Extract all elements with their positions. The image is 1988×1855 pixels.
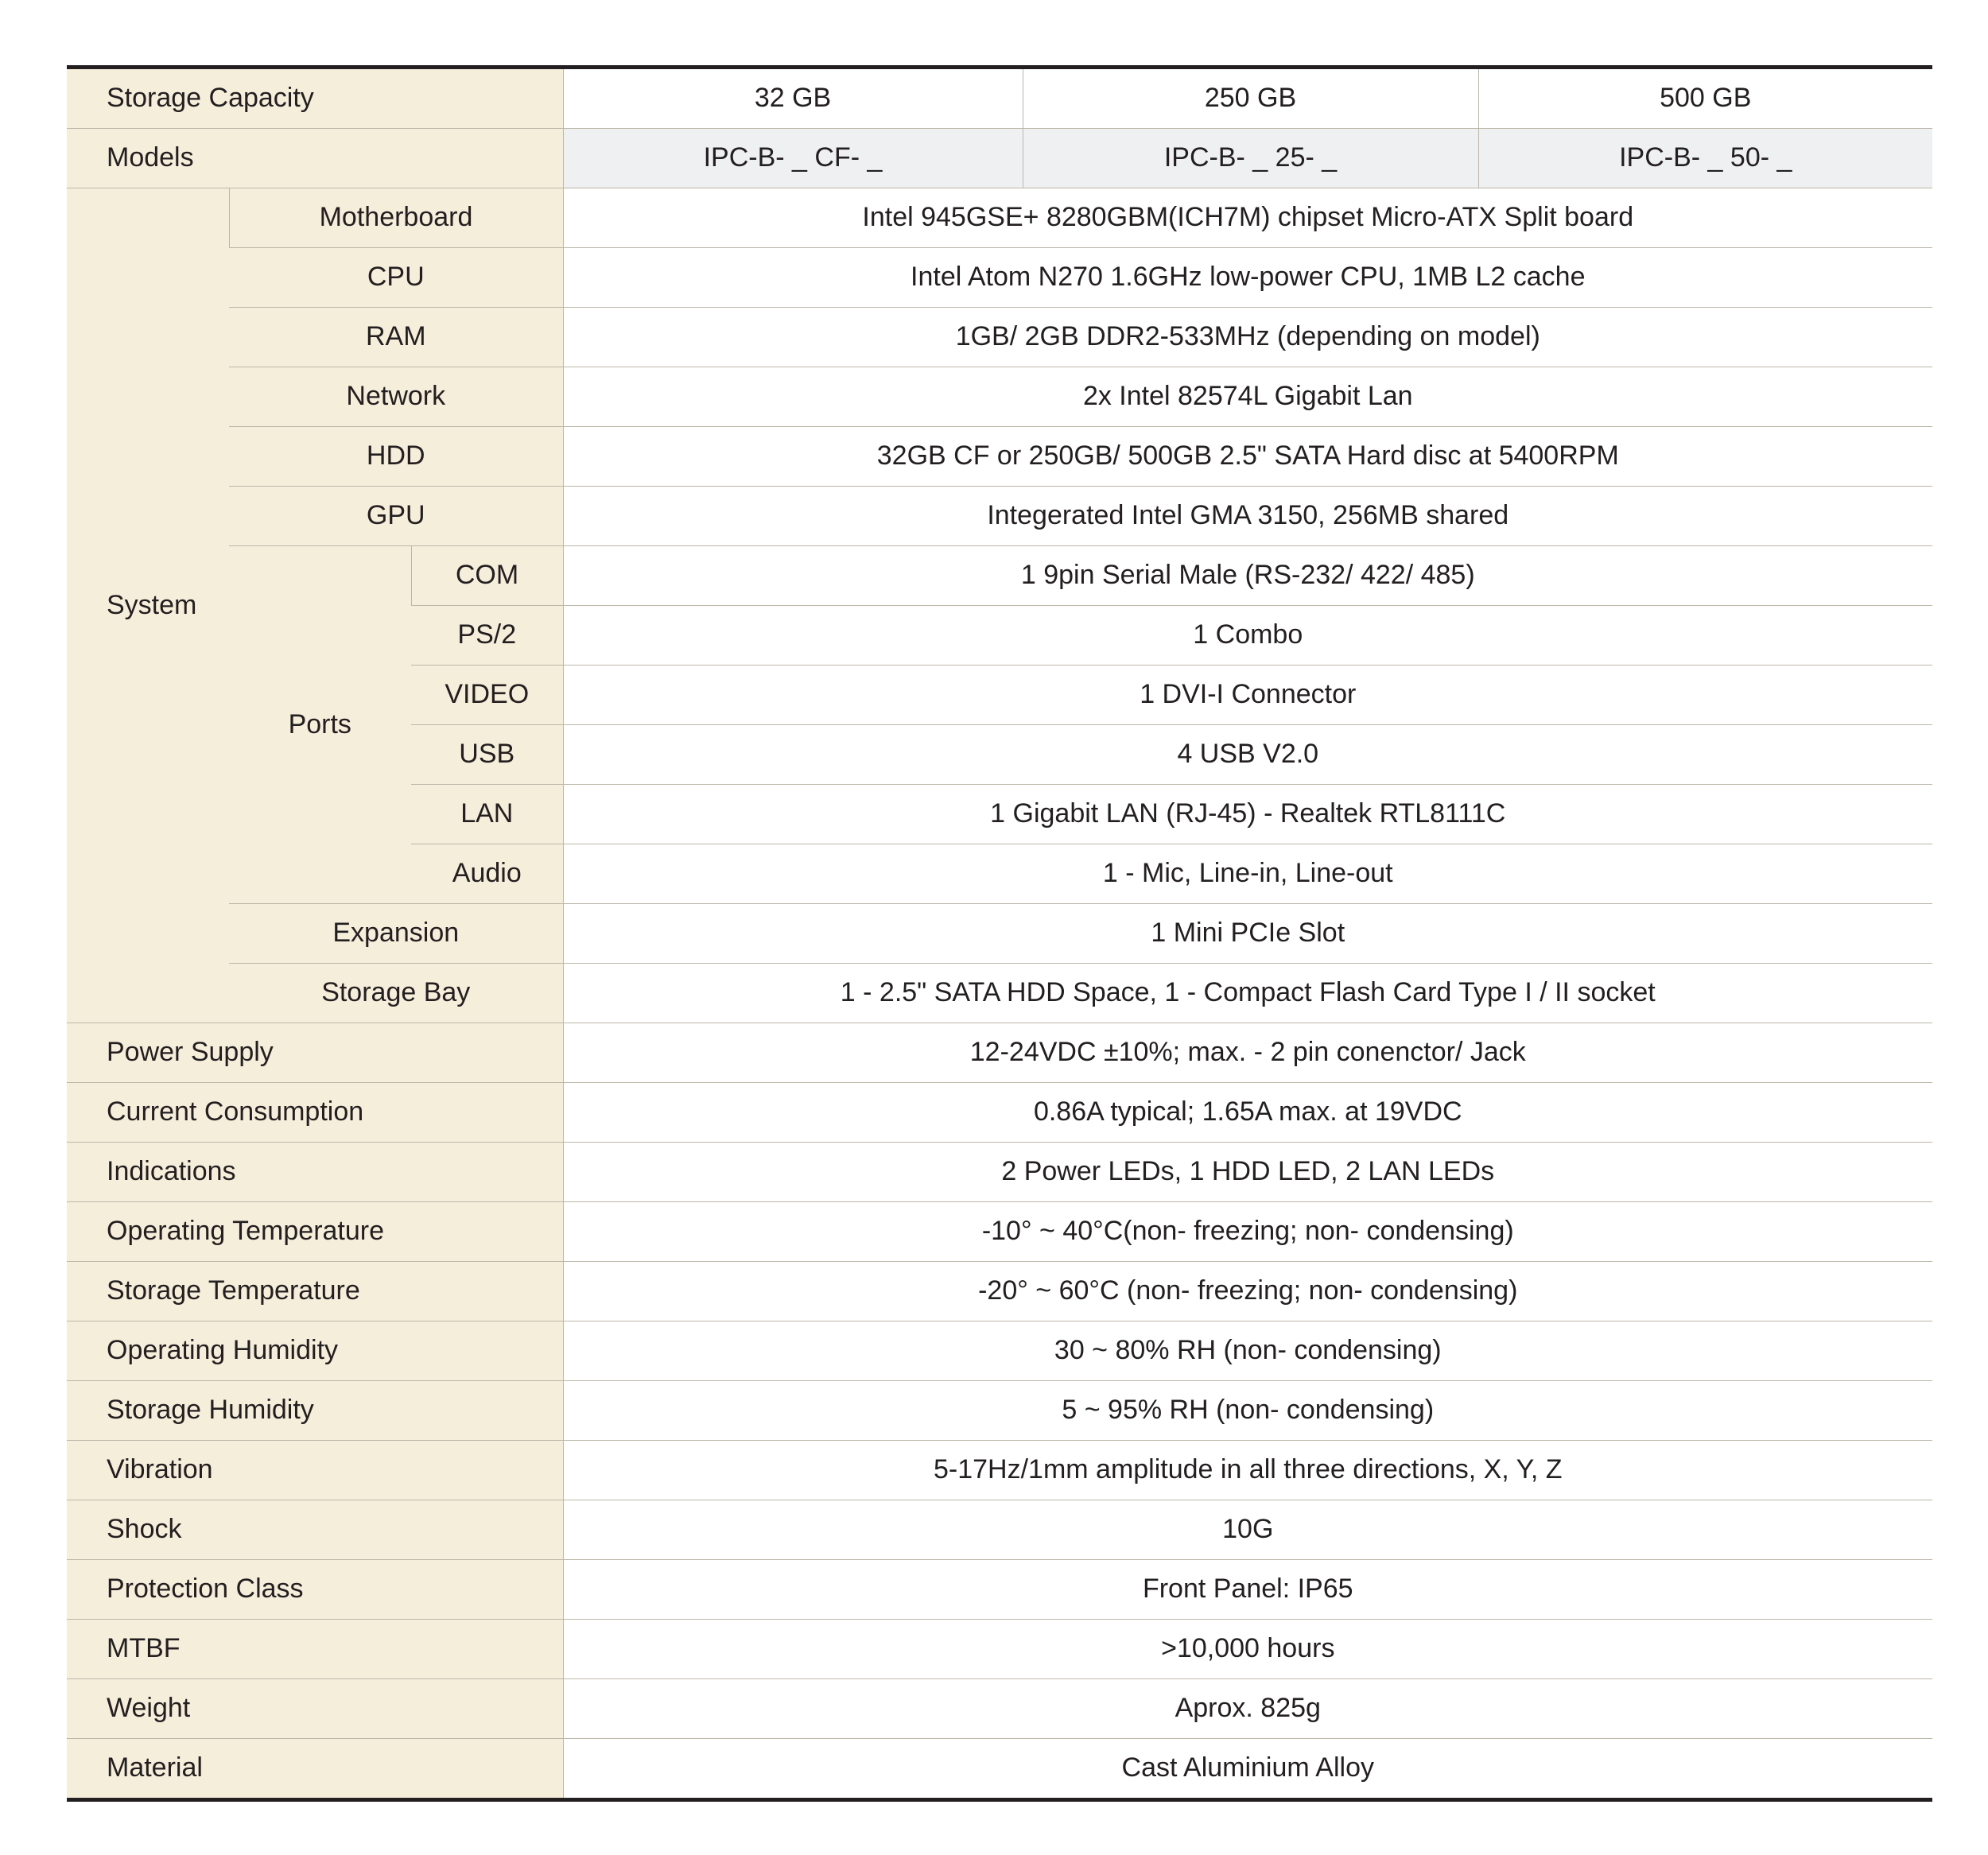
port-com-value: 1 9pin Serial Male (RS-232/ 422/ 485) (563, 546, 1932, 606)
spec-value: 5-17Hz/1mm amplitude in all three directions, X, Y, Z (563, 1441, 1932, 1500)
row-storage-capacity (67, 68, 1932, 129)
spec-table (67, 65, 1932, 1802)
system-label: System (67, 188, 229, 1023)
row-mtbf (67, 1620, 1932, 1679)
spec-label: Protection Class (67, 1560, 563, 1620)
ram-value: 1GB/ 2GB DDR2-533MHz (depending on model) (563, 308, 1932, 367)
port-video-value: 1 DVI-I Connector (563, 666, 1932, 725)
cpu-label: CPU (229, 248, 563, 308)
spec-value: 0.86A typical; 1.65A max. at 19VDC (563, 1083, 1932, 1143)
spec-label: Current Consumption (67, 1083, 563, 1143)
port-ps2-value: 1 Combo (563, 606, 1932, 666)
spec-label: Material (67, 1739, 563, 1800)
row-hdd (67, 427, 1932, 487)
spec-label: Vibration (67, 1441, 563, 1500)
spec-label: Operating Temperature (67, 1202, 563, 1262)
port-usb-label: USB (411, 725, 563, 785)
port-usb-value: 4 USB V2.0 (563, 725, 1932, 785)
port-video-label: VIDEO (411, 666, 563, 725)
expansion-label: Expansion (229, 904, 563, 964)
spec-value: 12-24VDC ±10%; max. - 2 pin conenctor/ Jack (563, 1023, 1932, 1083)
row-network (67, 367, 1932, 427)
gpu-label: GPU (229, 487, 563, 546)
port-lan-value: 1 Gigabit LAN (RJ-45) - Realtek RTL8111C (563, 785, 1932, 844)
cpu-value: Intel Atom N270 1.6GHz low-power CPU, 1MB L2 cache (563, 248, 1932, 308)
spec-value: 10G (563, 1500, 1932, 1560)
spec-label: Storage Temperature (67, 1262, 563, 1321)
model-50: IPC-B- _ 50- _ (1478, 129, 1932, 188)
storage-bay-value: 1 - 2.5" SATA HDD Space, 1 - Compact Flash Card Type I / II socket (563, 964, 1932, 1023)
spec-value: 5 ~ 95% RH (non- condensing) (563, 1381, 1932, 1441)
motherboard-value: Intel 945GSE+ 8280GBM(ICH7M) chipset Micro-ATX Split board (563, 188, 1932, 248)
spec-label: Storage Humidity (67, 1381, 563, 1441)
port-com-label: COM (411, 546, 563, 606)
hdd-label: HDD (229, 427, 563, 487)
motherboard-label: Motherboard (229, 188, 563, 248)
expansion-value: 1 Mini PCIe Slot (563, 904, 1932, 964)
capacity-32gb: 32 GB (563, 68, 1023, 129)
row-operating-humidity (67, 1321, 1932, 1381)
row-protection-class (67, 1560, 1932, 1620)
row-storage-humidity (67, 1381, 1932, 1441)
port-audio-value: 1 - Mic, Line-in, Line-out (563, 844, 1932, 904)
capacity-250gb: 250 GB (1023, 68, 1478, 129)
spec-label: Shock (67, 1500, 563, 1560)
spec-value: -20° ~ 60°C (non- freezing; non- condensing) (563, 1262, 1932, 1321)
row-current-consumption (67, 1083, 1932, 1143)
row-models (67, 129, 1932, 188)
row-cpu (67, 248, 1932, 308)
row-expansion (67, 904, 1932, 964)
row-gpu (67, 487, 1932, 546)
hdd-value: 32GB CF or 250GB/ 500GB 2.5" SATA Hard disc at 5400RPM (563, 427, 1932, 487)
row-vibration (67, 1441, 1932, 1500)
row-indications (67, 1143, 1932, 1202)
spec-label: Operating Humidity (67, 1321, 563, 1381)
spec-value: Aprox. 825g (563, 1679, 1932, 1739)
row-material (67, 1739, 1932, 1800)
row-storage-bay (67, 964, 1932, 1023)
gpu-value: Integerated Intel GMA 3150, 256MB shared (563, 487, 1932, 546)
spec-label: Power Supply (67, 1023, 563, 1083)
row-port-com (67, 546, 1932, 606)
model-cf: IPC-B- _ CF- _ (563, 129, 1023, 188)
row-shock (67, 1500, 1932, 1560)
port-audio-label: Audio (411, 844, 563, 904)
storage-capacity-label: Storage Capacity (67, 68, 563, 129)
spec-value: -10° ~ 40°C(non- freezing; non- condensing) (563, 1202, 1932, 1262)
spec-label: Weight (67, 1679, 563, 1739)
row-power-supply (67, 1023, 1932, 1083)
network-label: Network (229, 367, 563, 427)
model-25: IPC-B- _ 25- _ (1023, 129, 1478, 188)
storage-bay-label: Storage Bay (229, 964, 563, 1023)
ports-label: Ports (229, 546, 411, 904)
row-storage-temperature (67, 1262, 1932, 1321)
spec-value: 30 ~ 80% RH (non- condensing) (563, 1321, 1932, 1381)
row-operating-temperature (67, 1202, 1932, 1262)
spec-label: MTBF (67, 1620, 563, 1679)
models-label: Models (67, 129, 563, 188)
row-ram (67, 308, 1932, 367)
ram-label: RAM (229, 308, 563, 367)
row-weight (67, 1679, 1932, 1739)
capacity-500gb: 500 GB (1478, 68, 1932, 129)
spec-value: 2 Power LEDs, 1 HDD LED, 2 LAN LEDs (563, 1143, 1932, 1202)
spec-value: Front Panel: IP65 (563, 1560, 1932, 1620)
row-motherboard (67, 188, 1932, 248)
port-lan-label: LAN (411, 785, 563, 844)
spec-label: Indications (67, 1143, 563, 1202)
network-value: 2x Intel 82574L Gigabit Lan (563, 367, 1932, 427)
spec-value: >10,000 hours (563, 1620, 1932, 1679)
spec-value: Cast Aluminium Alloy (563, 1739, 1932, 1800)
port-ps2-label: PS/2 (411, 606, 563, 666)
